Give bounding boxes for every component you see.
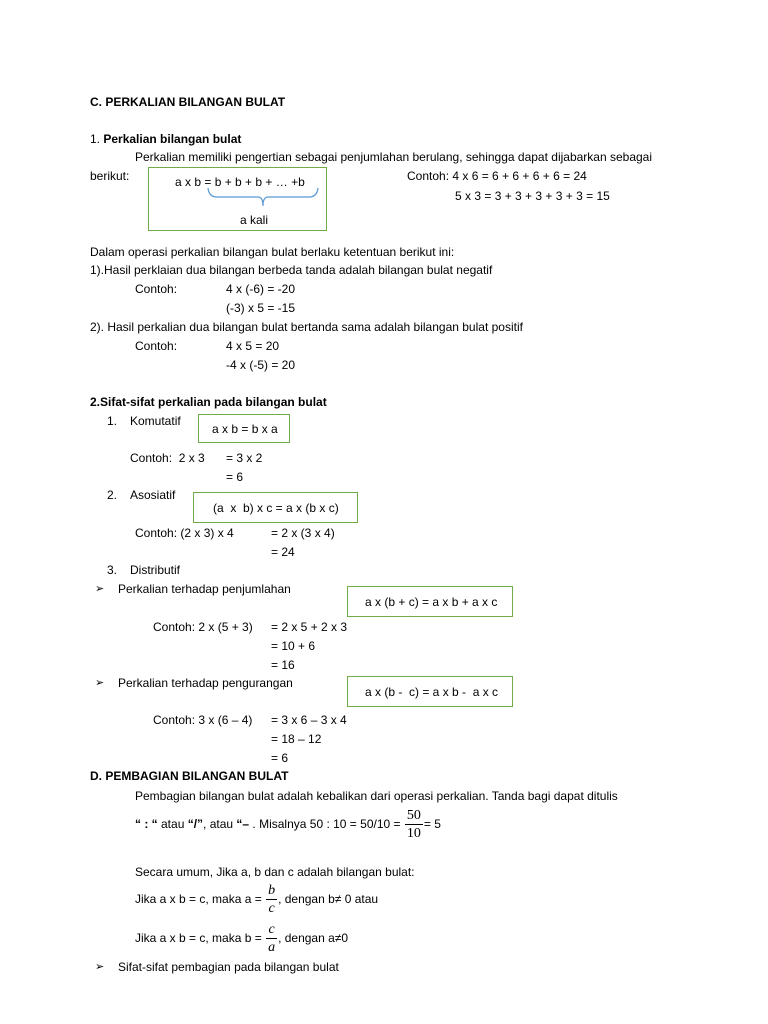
property-name: Distributif	[130, 563, 181, 577]
example-step: = 10 + 6	[271, 639, 316, 653]
distributive-subtraction-formula-box	[347, 676, 513, 707]
list-number: 1.	[107, 414, 118, 428]
arrow-bullet-icon: ➢	[95, 960, 105, 973]
bar-symbol: “–	[236, 817, 250, 831]
example-label: Contoh: 3 x (6 – 4)	[153, 713, 253, 727]
fraction-numerator: b	[268, 882, 276, 898]
fraction-b-over-c	[266, 883, 277, 916]
fraction-50-over-10	[405, 808, 423, 841]
subsection-1-number: 1.	[90, 132, 104, 146]
multiplication-intro-end: berikut:	[90, 169, 130, 183]
associative-formula-box	[193, 492, 358, 523]
example-label: Contoh: 2 x (5 + 3)	[153, 620, 253, 634]
case-name: Perkalian terhadap penjumlahan	[118, 582, 291, 596]
subsection-2-heading: 2.Sifat-sifat perkalian pada bilangan bulat	[90, 395, 327, 409]
fraction-c-over-a	[266, 922, 277, 955]
list-number: 2.	[107, 488, 118, 502]
division-intro: Pembagian bilangan bulat adalah kebalikan dari operasi perkalian. Tanda bagi dapat ditulis	[135, 789, 618, 803]
repeated-addition-formula-box	[148, 167, 327, 231]
distributive-addition-formula-box	[347, 586, 513, 617]
colon-symbol: “ : “	[135, 817, 158, 831]
division-rule-a	[135, 879, 378, 919]
rule-prefix: Jika a x b = c, maka a =	[135, 892, 266, 906]
symbols-text: . Misalnya 50 : 10 = 50/10 =	[249, 817, 404, 831]
example-label: Contoh: 2 x 3	[130, 451, 205, 465]
slash-symbol: “/”	[187, 817, 204, 831]
brace-label: a kali	[240, 213, 269, 227]
rules-intro: Dalam operasi perkalian bilangan bulat berlaku ketentuan berikut ini:	[90, 245, 455, 259]
example-line: 5 x 3 = 3 + 3 + 3 + 3 + 3 = 15	[455, 189, 610, 203]
division-symbols-line	[135, 804, 441, 844]
example-line: 4 x (-6) = -20	[226, 282, 296, 296]
rule-prefix: Jika a x b = c, maka b =	[135, 931, 266, 945]
division-result: = 5	[423, 817, 441, 831]
associative-formula: (a x b) x c = a x (b x c)	[213, 501, 339, 515]
rule-suffix: , dengan a≠0	[278, 931, 349, 945]
example-step: = 18 – 12	[271, 732, 322, 746]
division-rule-b	[135, 918, 348, 958]
fraction-numerator: c	[268, 921, 275, 937]
arrow-bullet-icon: ➢	[95, 582, 105, 595]
rule-text: 2). Hasil perkalian dua bilangan bulat bertanda sama adalah bilangan bulat positif	[90, 320, 523, 334]
example-label: Contoh:	[135, 282, 178, 296]
example-step: = 24	[271, 545, 295, 559]
list-number: 3.	[107, 563, 118, 577]
subsection-1-heading	[90, 131, 241, 147]
symbols-text: , atau	[203, 817, 237, 831]
example-label: Contoh: (2 x 3) x 4	[135, 526, 234, 540]
example-step: = 2 x (3 x 4)	[271, 526, 335, 540]
example-step: = 2 x 5 + 2 x 3	[271, 620, 348, 634]
example-step: = 6	[226, 470, 244, 484]
example-line: Contoh: 4 x 6 = 6 + 6 + 6 + 6 = 24	[407, 169, 587, 183]
distributive-subtraction-formula: a x (b - c) = a x b - a x c	[365, 685, 499, 699]
commutative-formula: a x b = b x a	[212, 422, 278, 436]
distributive-addition-formula: a x (b + c) = a x b + a x c	[365, 595, 498, 609]
symbols-text: atau	[157, 817, 188, 831]
property-name: Komutatif	[130, 414, 181, 428]
repeated-addition-formula: a x b = b + b + b + … +b	[175, 175, 305, 189]
example-line: (-3) x 5 = -15	[226, 301, 296, 315]
property-name: Asosiatif	[130, 488, 176, 502]
example-step: = 6	[271, 751, 289, 765]
example-step: = 3 x 2	[226, 451, 263, 465]
fraction-numerator: 50	[406, 807, 421, 823]
subsection-1-title: Perkalian bilangan bulat	[103, 132, 242, 146]
section-d-heading: D. PEMBAGIAN BILANGAN BULAT	[90, 769, 289, 783]
fraction-denominator: c	[268, 900, 275, 916]
general-statement: Secara umum, Jika a, b dan c adalah bilangan bulat:	[135, 865, 415, 879]
rule-suffix: , dengan b≠ 0 atau	[278, 892, 379, 906]
case-name: Perkalian terhadap pengurangan	[118, 676, 293, 690]
commutative-formula-box	[198, 414, 290, 443]
fraction-denominator: 10	[406, 825, 421, 841]
example-step: = 16	[271, 658, 295, 672]
arrow-bullet-icon: ➢	[95, 676, 105, 689]
multiplication-intro: Perkalian memiliki pengertian sebagai penjumlahan berulang, sehingga dapat dijabarkan sebagai	[135, 150, 653, 164]
example-step: = 3 x 6 – 3 x 4	[271, 713, 347, 727]
example-label: Contoh:	[135, 339, 178, 353]
division-properties-title: Sifat-sifat pembagian pada bilangan bulat	[118, 960, 339, 974]
example-line: 4 x 5 = 20	[226, 339, 280, 353]
example-line: -4 x (-5) = 20	[226, 358, 296, 372]
rule-text: 1).Hasil perklaian dua bilangan berbeda tanda adalah bilangan bulat negatif	[90, 263, 493, 277]
section-c-heading: C. PERKALIAN BILANGAN BULAT	[90, 95, 286, 109]
fraction-denominator: a	[268, 939, 276, 955]
curly-brace-icon	[205, 186, 323, 208]
